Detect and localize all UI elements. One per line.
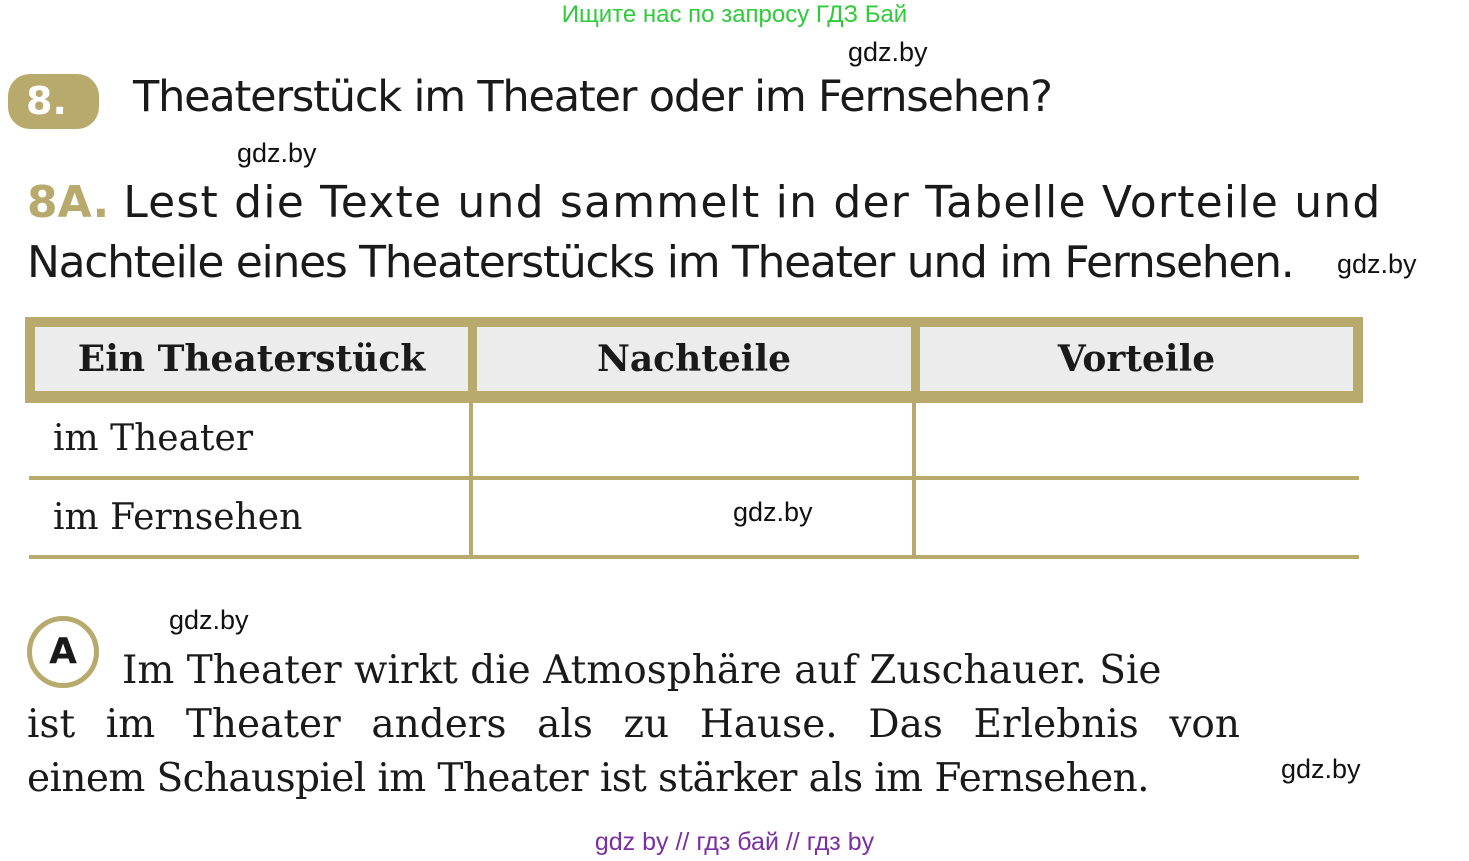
task-instruction-line-2: Nachteile eines Theaterstücks im Theater und im Fernsehen. [27, 237, 1294, 288]
text-a-line-1: Im Theater wirkt die Atmosphäre auf Zuschauer. Sie [122, 648, 1162, 693]
watermark: gdz.by [733, 497, 813, 527]
table-header-cell: Nachteile [477, 327, 911, 391]
table-divider [469, 403, 473, 559]
watermark: gdz.by [848, 37, 928, 67]
task-number: 8A. [27, 177, 110, 228]
text-a-line-2: ist im Theater anders als zu Hause. Das Erlebnis von [27, 702, 1240, 747]
comparison-table [25, 317, 1363, 561]
task-text: Lest die Texte und sammelt in der Tabelle Vorteile und [123, 177, 1382, 228]
exercise-title: Theaterstück im Theater oder im Fernsehen? [133, 72, 1052, 122]
footer-links[interactable]: gdz by // гдз бай // гдз by [594, 828, 875, 856]
table-row-divider [29, 555, 1359, 559]
table-header-cell: Ein Theaterstück [35, 327, 468, 391]
table-row-divider [29, 476, 1359, 480]
watermark: gdz.by [1337, 249, 1417, 279]
table-row-label: im Fernsehen [53, 497, 303, 538]
watermark: gdz.by [169, 605, 249, 635]
table-row-label: im Theater [53, 418, 254, 459]
table-header-cell: Vorteile [920, 327, 1353, 391]
search-hint-link[interactable]: Ищите нас по запросу ГДЗ Бай [561, 1, 908, 28]
watermark: gdz.by [1281, 754, 1361, 784]
task-instruction-line-1 [27, 177, 1382, 228]
text-a-marker: A [27, 616, 99, 688]
text-a-line-3: einem Schauspiel im Theater ist stärker als im Fernsehen. [27, 756, 1149, 801]
watermark: gdz.by [237, 138, 317, 168]
exercise-number-badge: 8. [8, 74, 99, 129]
table-divider [912, 403, 916, 559]
